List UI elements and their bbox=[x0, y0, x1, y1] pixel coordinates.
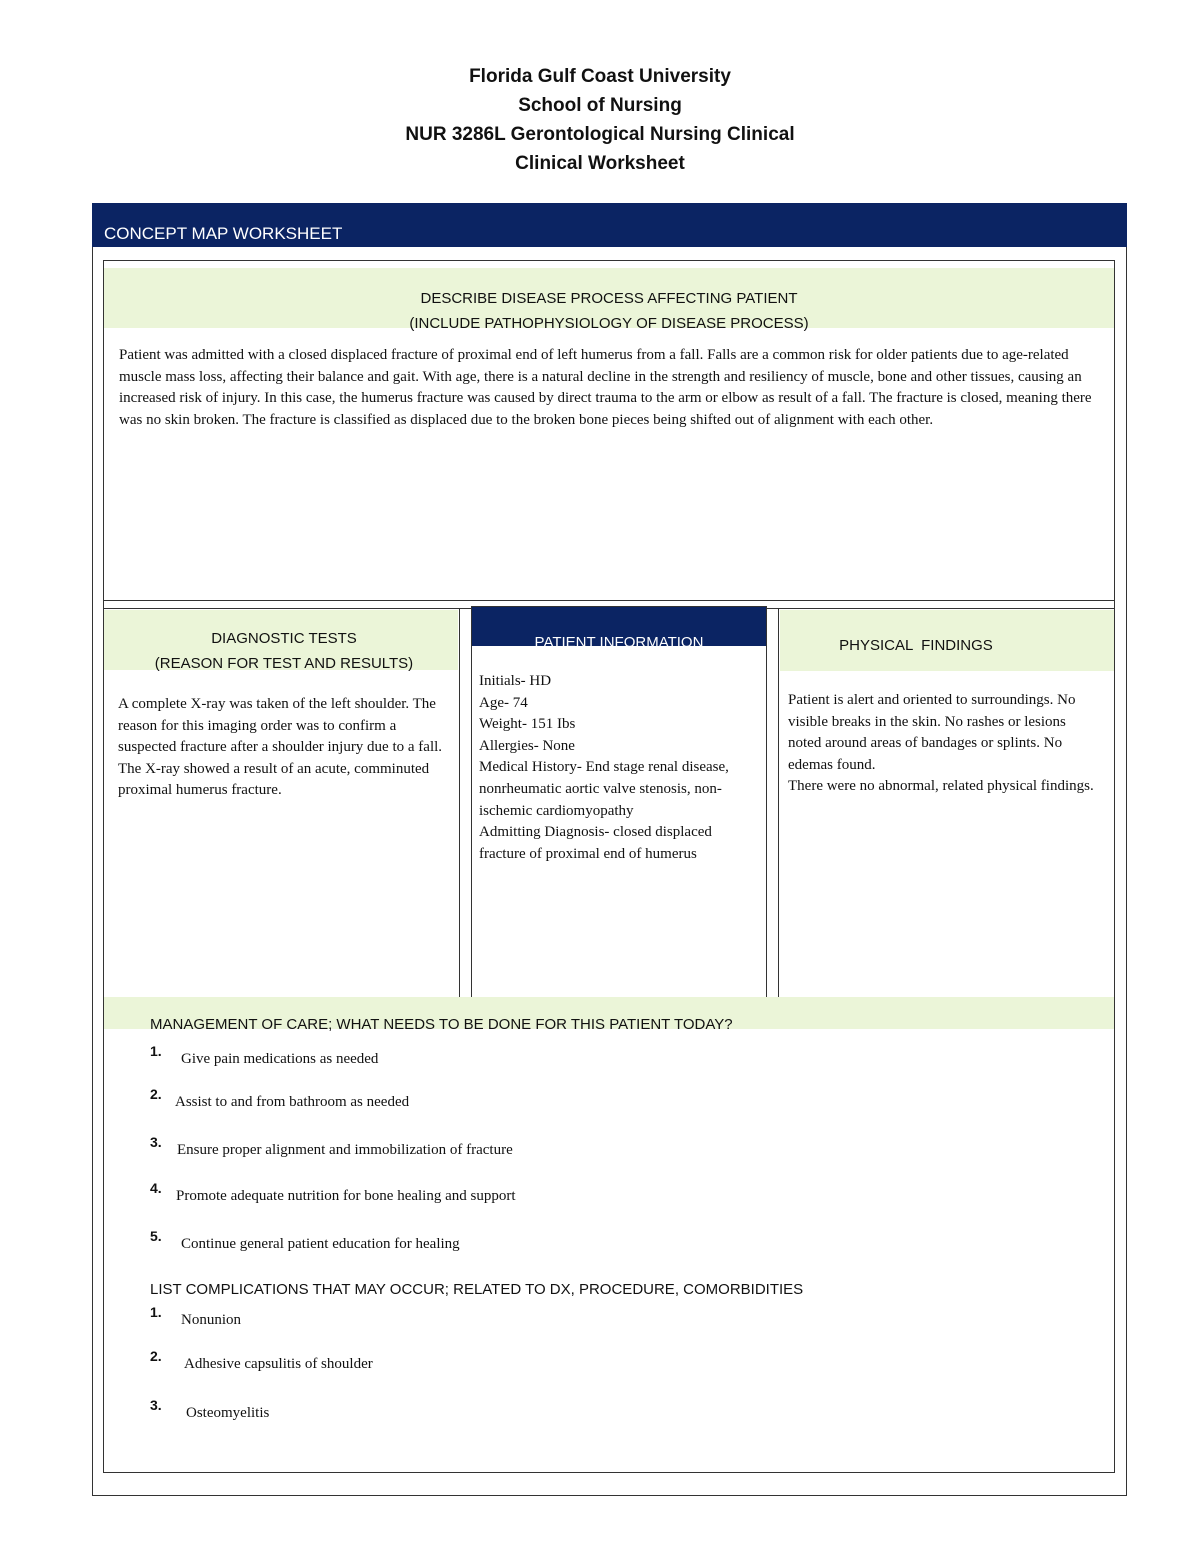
complications-section-title: LIST COMPLICATIONS THAT MAY OCCUR; RELATED TO DX, PROCEDURE, COMORBIDITIES bbox=[150, 1281, 804, 1298]
school-name: School of Nursing bbox=[518, 95, 682, 116]
disease-description: Patient was admitted with a closed displaced fracture of proximal end of left humerus from a fall. Falls are a common risk for older patients due to age-related muscle mass loss, affecting their balance and gait. With age, there is a natural decline in the strength and resiliency of muscle, bone and other tissues, causing an increased risk of injury. In this case, the humerus fracture was caused by direct trauma to the arm or elbow as result of a fall. The fracture is closed, meaning there was no skin broken. The fracture is classified as displaced due to the broken bone pieces being shifted out of alignment with each other. bbox=[119, 347, 1092, 428]
patient-history: Medical History- End stage renal disease, nonrheumatic aortic valve stenosis, non-ischemic cardiomyopathy bbox=[479, 759, 729, 819]
disease-title-line1: DESCRIBE DISEASE PROCESS AFFECTING PATIENT bbox=[420, 290, 798, 307]
physical-description bbox=[788, 690, 1098, 798]
disease-title-line2: (INCLUDE PATHOPHYSIOLOGY OF DISEASE PROCESS) bbox=[409, 315, 809, 332]
item-text: Promote adequate nutrition for bone healing and support bbox=[176, 1188, 516, 1204]
item-number: 2. bbox=[150, 1348, 162, 1364]
item-text: Nonunion bbox=[181, 1312, 241, 1328]
item-text: Adhesive capsulitis of shoulder bbox=[184, 1356, 373, 1372]
item-number: 3. bbox=[150, 1397, 162, 1413]
item-number: 4. bbox=[150, 1180, 162, 1196]
diagnostic-section-title bbox=[104, 626, 464, 676]
university-name: Florida Gulf Coast University bbox=[469, 66, 731, 87]
document-header bbox=[0, 62, 1200, 178]
divider bbox=[103, 600, 1115, 601]
patient-info-title: PATIENT INFORMATION bbox=[534, 634, 704, 646]
disease-section-title bbox=[104, 286, 1114, 336]
physical-text-1: Patient is alert and oriented to surroundings. No visible breaks in the skin. No rashes or lesions noted around areas of bandages or splints. No edemas found. bbox=[788, 692, 1076, 773]
patient-age: Age- 74 bbox=[479, 694, 528, 711]
item-number: 5. bbox=[150, 1228, 162, 1244]
physical-text-2: There were no abnormal, related physical findings. bbox=[788, 778, 1094, 795]
item-number: 2. bbox=[150, 1086, 162, 1102]
item-text: Continue general patient education for healing bbox=[181, 1236, 460, 1252]
item-number: 1. bbox=[150, 1043, 162, 1059]
patient-info-details bbox=[479, 671, 759, 865]
diagnostic-title-line2: (REASON FOR TEST AND RESULTS) bbox=[154, 655, 414, 672]
banner-label: CONCEPT MAP WORKSHEET bbox=[104, 224, 343, 243]
patient-allergies: Allergies- None bbox=[479, 737, 575, 754]
course-name: NUR 3286L Gerontological Nursing Clinical bbox=[405, 124, 795, 145]
physical-section-title: PHYSICAL FINDINGS bbox=[839, 637, 993, 654]
management-section-title: MANAGEMENT OF CARE; WHAT NEEDS TO BE DONE FOR THIS PATIENT TODAY? bbox=[150, 1016, 733, 1033]
item-number: 1. bbox=[150, 1304, 162, 1320]
patient-diagnosis: Admitting Diagnosis- closed displaced fracture of proximal end of humerus bbox=[479, 824, 712, 862]
worksheet-title: Clinical Worksheet bbox=[515, 153, 685, 174]
item-text: Assist to and from bathroom as needed bbox=[175, 1094, 410, 1110]
patient-weight: Weight- 151 Ibs bbox=[479, 716, 576, 733]
diagnostic-description: A complete X-ray was taken of the left shoulder. The reason for this imaging order was to confirm a suspected fracture after a shoulder injury due to a fall. The X-ray showed a result of an acute, comminuted proximal humerus fracture. bbox=[118, 696, 443, 799]
diagnostic-title-line1: DIAGNOSTIC TESTS bbox=[211, 630, 357, 647]
item-number: 3. bbox=[150, 1134, 162, 1150]
patient-initials: Initials- HD bbox=[479, 673, 552, 689]
item-text: Ensure proper alignment and immobilization of fracture bbox=[177, 1142, 513, 1158]
item-text: Give pain medications as needed bbox=[181, 1051, 379, 1067]
item-text: Osteomyelitis bbox=[186, 1405, 270, 1421]
